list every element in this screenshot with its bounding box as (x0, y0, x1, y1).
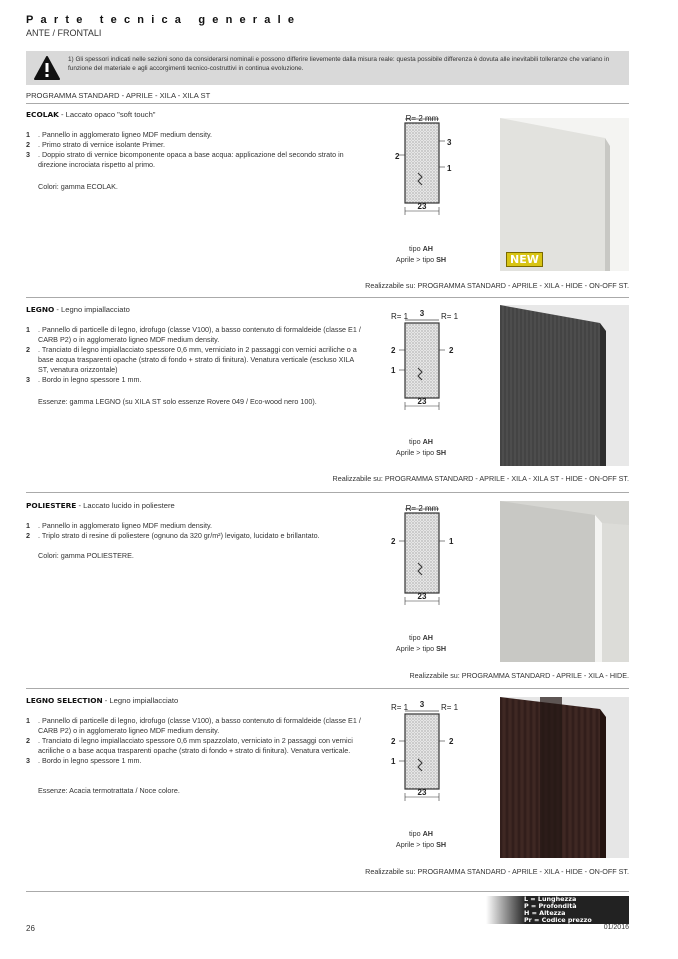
diagram-top-label: R= 1 (441, 312, 459, 321)
list-item: 2 . Tranciato di legno impiallacciato spessore 0,6 mm, verniciato in 2 passaggi con vernici acriliche o a base acqua trasparenti opache (strato di fondo + strato di finitura). Venatura verticale (escluso XILA ST, venatura orizzontale) (26, 345, 357, 374)
section-legno-title (26, 305, 130, 314)
list-item: 1 . Pannello di particelle di legno, idrofugo (classe V100), a basso contenuto di formaldeide (classe E1 / CARB P2) o in agglomerato ligneo MDF medium density. (26, 716, 361, 735)
section-desc: - Laccato opaco "soft touch" (58, 110, 156, 119)
list-item: 3 . Doppio strato di vernice bicomponente opaca a base acqua: applicazione del secondo strato in direzione incrociata rispetto al primo. (26, 150, 344, 169)
list-item: 3 . Bordo in legno spessore 1 mm. (26, 756, 142, 765)
section-legno-selection-title (26, 696, 178, 705)
section-note: Colori: gamma ECOLAK. (38, 182, 118, 191)
diagram-label: 1 (449, 537, 454, 546)
diagram-label: 2 (449, 737, 454, 746)
legend-item: H = Altezza (524, 909, 566, 917)
diagram-label: 2 (391, 737, 396, 746)
realizzabile-text: Realizzabile su: PROGRAMMA STANDARD - APRILE - XILA - HIDE - ON-OFF ST. (365, 281, 629, 290)
list-item: 2 . Primo strato di vernice isolante Primer. (26, 140, 166, 149)
section-note: Essenze: gamma LEGNO (su XILA ST solo essenze Rovere 049 / Eco-wood nero 100). (38, 397, 317, 406)
warning-icon (34, 56, 60, 80)
section-desc: - Legno impiallacciato (54, 305, 130, 314)
diagram-width-label: 23 (417, 397, 427, 406)
legend-item: Pr = Codice prezzo (524, 916, 592, 924)
section-name: LEGNO (26, 305, 55, 314)
program-label: PROGRAMMA STANDARD - APRILE - XILA - XILA ST (26, 91, 211, 100)
diagram-top-label: 3 (419, 309, 425, 318)
diagram-width-label: 23 (417, 592, 427, 601)
section-poliestere-title (26, 501, 175, 510)
section-legno-selection-list (26, 716, 361, 766)
tipo-info: tipo AH Aprile > tipo SH (395, 829, 447, 849)
section-legno-list (26, 325, 361, 385)
legend-item: P = Profondità (524, 902, 577, 910)
diagram-label: 2 (391, 537, 396, 546)
warning-box (26, 51, 629, 85)
realizzabile-text: Realizzabile su: PROGRAMMA STANDARD - APRILE - XILA - XILA ST - HIDE - ON-OFF ST. (332, 474, 629, 483)
page-title: Parte tecnica generale (26, 14, 302, 26)
page-number: 26 (26, 924, 35, 933)
section-diagram-legno (385, 306, 475, 416)
diagram-label: 1 (391, 366, 396, 375)
divider (26, 103, 629, 104)
section-note: Essenze: Acacia termotrattata / Noce colore. (38, 786, 180, 795)
warning-text: 1) Gli spessori indicati nelle sezioni sono da considerarsi nominali e possono differire lievemente dalla misura reale: questa possibile differenza è dovuta alle inevitabili tolleranze che variano in funzione del materiale e agli accorgimenti tecnico-costruttivi in continua evoluzione. (68, 56, 610, 72)
list-item: 1 . Pannello di particelle di legno, idrofugo (classe V100), a basso contenuto di formaldeide (classe E1 / CARB P2) o in agglomerato ligneo MDF medium density. (26, 325, 361, 344)
section-diagram-legno-selection (385, 697, 475, 807)
diagram-top-label: R= 1 (391, 703, 409, 712)
list-item: 1 . Pannello in agglomerato ligneo MDF medium density. (26, 130, 213, 139)
section-note: Colori: gamma POLIESTERE. (38, 551, 134, 560)
section-name: POLIESTERE (26, 501, 77, 510)
section-ecolak-list (26, 130, 361, 170)
list-item: 3 . Bordo in legno spessore 1 mm. (26, 375, 142, 384)
divider (26, 891, 629, 892)
edition-date: 01/2016 (603, 924, 629, 931)
legend-item: L = Lunghezza (524, 895, 577, 903)
diagram-label: 3 (447, 138, 452, 147)
new-badge: NEW (506, 252, 543, 267)
page-subtitle: ANTE / FRONTALI (26, 28, 102, 38)
divider (26, 297, 629, 298)
list-item: 2 . Tranciato di legno impiallacciato spessore 0,6 mm spazzolato, verniciato in 2 passaggi con vernici acriliche o a base acqua trasparenti opache (strato di fondo + strato di finitura). Venatura verticale. (26, 736, 353, 755)
tipo-info: tipo AH Aprile > tipo SH (395, 437, 447, 457)
list-item: 1 . Pannello in agglomerato ligneo MDF medium density. (26, 521, 213, 530)
diagram-label: 1 (447, 164, 452, 173)
section-desc: - Legno impiallacciato (102, 696, 179, 705)
diagram-top-label: R= 1 (441, 703, 459, 712)
dimension-legend (486, 896, 629, 924)
section-diagram-poliestere (385, 501, 475, 611)
list-item: 2 . Triplo strato di resine di poliestere (ognuno da 320 gr/m²) levigato, lucidato e brillantato. (26, 531, 320, 540)
diagram-top-label: 3 (419, 700, 425, 709)
section-poliestere-list (26, 521, 361, 541)
section-photo-poliestere (500, 501, 629, 662)
diagram-top-label: R= 1 (391, 312, 409, 321)
section-photo-ecolak (500, 118, 629, 271)
realizzabile-text: Realizzabile su: PROGRAMMA STANDARD - APRILE - XILA - HIDE - ON-OFF ST. (365, 867, 629, 876)
divider (26, 492, 629, 493)
diagram-top-label: R= 2 mm (405, 114, 439, 123)
section-photo-legno (500, 305, 629, 466)
diagram-label: 2 (391, 346, 396, 355)
diagram-width-label: 23 (417, 788, 427, 797)
section-desc: - Laccato lucido in poliestere (76, 501, 175, 510)
diagram-top-label: R= 2 mm (405, 504, 439, 513)
diagram-label: 1 (391, 757, 396, 766)
section-name: LEGNO SELECTION (26, 696, 103, 705)
diagram-width-label: 23 (417, 202, 427, 211)
diagram-label: 2 (395, 152, 400, 161)
section-name: ECOLAK (26, 110, 59, 119)
divider (26, 688, 629, 689)
section-ecolak-title (26, 110, 156, 119)
diagram-label: 2 (449, 346, 454, 355)
realizzabile-text: Realizzabile su: PROGRAMMA STANDARD - APRILE - XILA - HIDE. (409, 671, 629, 680)
tipo-info: tipo AH Aprile > tipo SH (395, 244, 447, 264)
section-photo-legno-selection (500, 697, 629, 858)
tipo-info: tipo AH Aprile > tipo SH (395, 633, 447, 653)
section-diagram-ecolak (385, 111, 475, 221)
